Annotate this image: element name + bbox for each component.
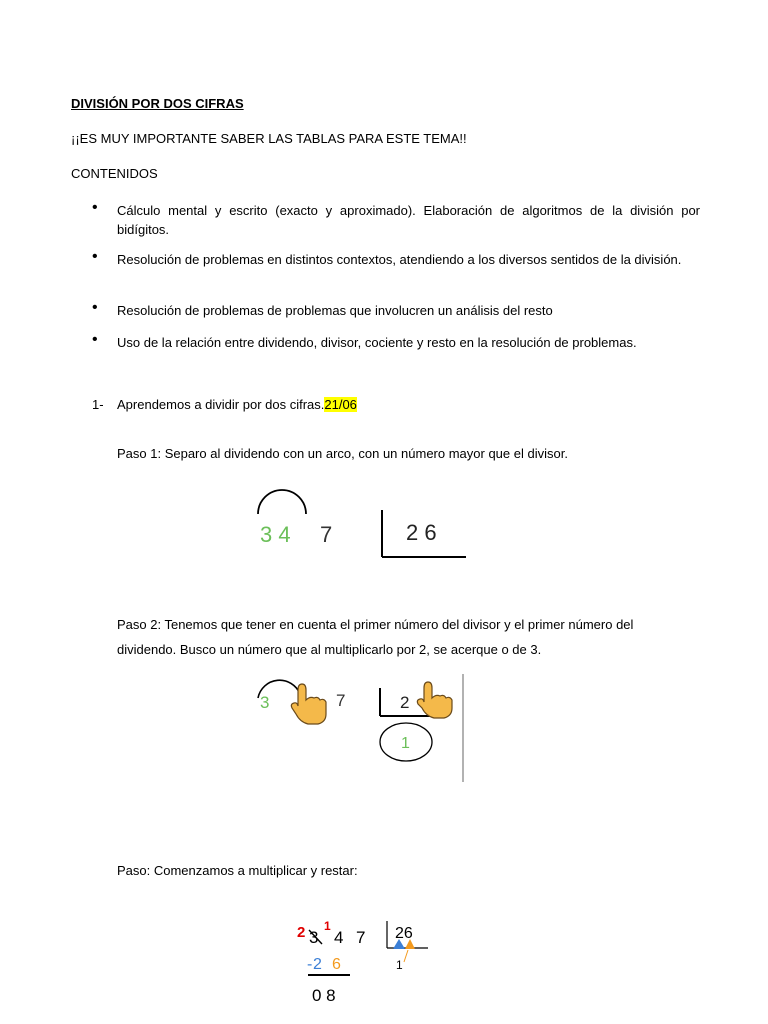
figure-step3 [292,918,442,1010]
subtract-digit-2: 2 [313,956,322,973]
step2-text-line2: dividendo. Busco un número que al multiplicarlo por 2, se acerque o de 3. [117,642,542,657]
pointing-hand-icon [417,682,452,718]
subtract-digit-6: 6 [332,956,341,973]
division-diagram-2 [250,672,470,784]
orange-link-line [404,950,408,962]
bullet-icon: • [92,331,98,348]
lesson-date: 21/06 [324,397,357,412]
quotient-digit: 1 [396,958,403,972]
remainder-digits: 0 8 [312,986,336,1005]
step3-text: Paso: Comenzamos a multiplicar y restar: [117,863,358,878]
list-item-text: Uso de la relación entre dividendo, divisor, cociente y resto en la resolución de problemas. [117,335,637,350]
dividend-digit-4: 4 [334,928,344,947]
figure-step2 [250,672,470,784]
divisor-digit: 2 [400,693,410,712]
page-title: DIVISIÓN POR DOS CIFRAS [71,96,244,111]
borrow-digit-2: 2 [297,924,306,941]
lesson-title-text: Aprendemos a dividir por dos cifras. [117,397,325,412]
division-diagram-1 [248,480,478,570]
importance-note: ¡¡ES MUY IMPORTANTE SABER LAS TABLAS PARA ESTE TEMA!! [71,131,467,146]
dividend-green-digit: 3 [260,693,270,712]
list-item-text: Resolución de problemas de problemas que involucren un análisis del resto [117,303,553,318]
contents-heading: CONTENIDOS [71,166,158,181]
bullet-icon: • [92,299,98,316]
division-diagram-3 [292,918,442,1010]
bullet-icon: • [92,248,98,265]
borrow-digit-1: 1 [324,919,331,933]
crossed-digit: 3 [309,928,319,947]
lesson-title [117,397,357,412]
step1-text: Paso 1: Separo al dividendo con un arco, con un número mayor que el divisor. [117,446,568,461]
step2-text-line1: Paso 2: Tenemos que tener en cuenta el primer número del divisor y el primer número del [117,617,634,632]
minus-sign: - [307,956,313,973]
lesson-number: 1- [92,397,104,412]
arc-icon [258,490,306,514]
figure-step1 [248,480,478,570]
list-item-text: Cálculo mental y escrito (exacto y aproximado). Elaboración de algoritmos de la división por bidígitos. [117,203,700,237]
dividend-rest-digit: 7 [320,522,333,547]
dividend-rest-digit: 7 [336,691,346,710]
dividend-digit-7: 7 [356,928,366,947]
dividend-green-digits: 3 4 [260,522,291,547]
list-item-text: Resolución de problemas en distintos contextos, atendiendo a los diversos sentidos de la división. [117,252,682,267]
divisor-number: 26 [395,925,413,942]
divisor-digits: 2 6 [406,520,437,545]
bullet-icon: • [92,199,98,216]
pointing-hand-icon [291,684,326,724]
quotient-digit: 1 [401,735,410,752]
